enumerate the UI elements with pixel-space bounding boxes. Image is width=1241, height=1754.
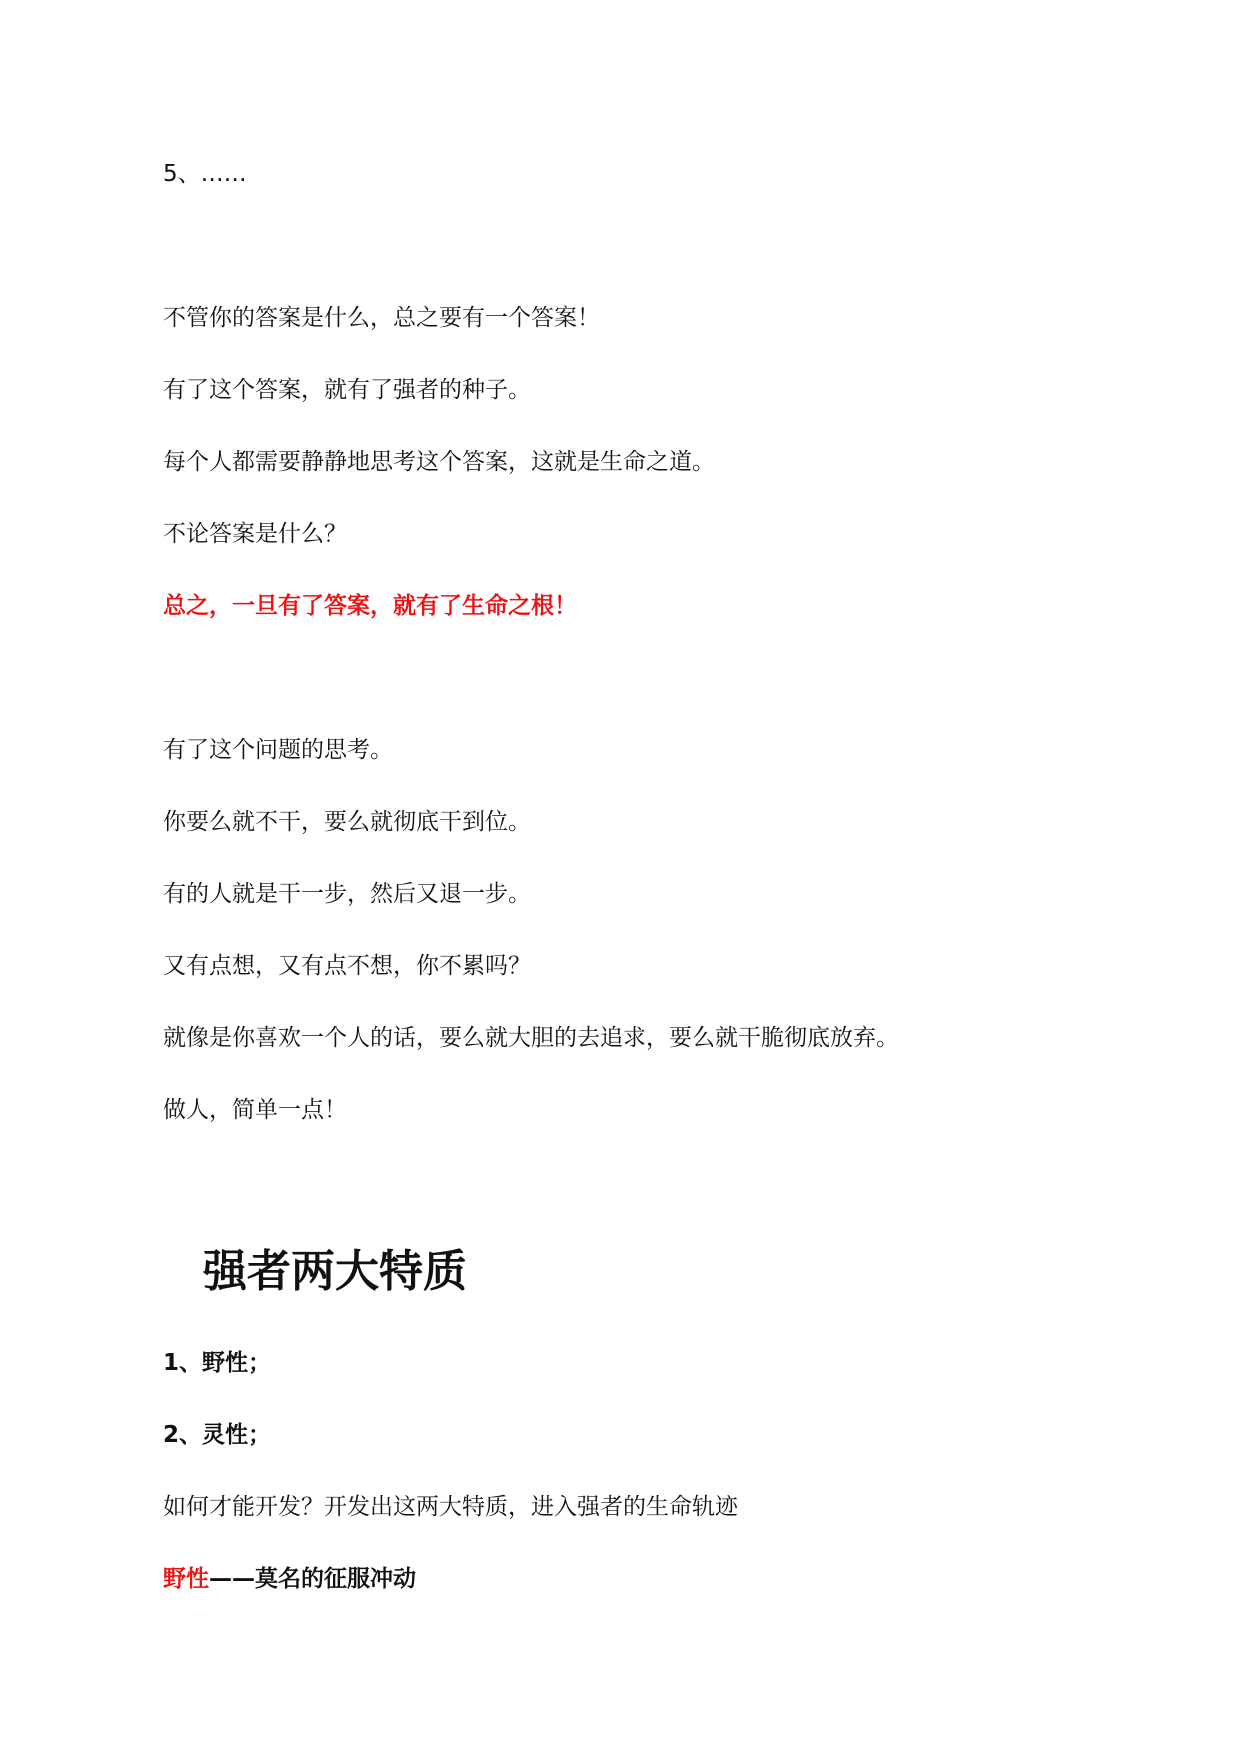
paragraph-line: 做人，简单一点！: [163, 1097, 347, 1123]
paragraph-line: 又有点想，又有点不想，你不累吗？: [163, 953, 531, 979]
question-line: 如何才能开发？开发出这两大特质，进入强者的生命轨迹: [163, 1494, 738, 1520]
trait-item-1: 1、野性；: [163, 1350, 272, 1376]
paragraph-line: 有了这个问题的思考。: [163, 737, 393, 763]
emphasis-line: 总之，一旦有了答案，就有了生命之根！: [163, 593, 577, 619]
paragraph-line: 不管你的答案是什么，总之要有一个答案！: [163, 305, 600, 331]
section-heading: 强者两大特质: [203, 1246, 467, 1297]
paragraph-line: 就像是你喜欢一个人的话，要么就大胆的去追求，要么就干脆彻底放弃。: [163, 1025, 899, 1051]
paragraph-line: 你要么就不干，要么就彻底干到位。: [163, 809, 531, 835]
paragraph-line: 不论答案是什么？: [163, 521, 347, 547]
paragraph-line: 每个人都需要静静地思考这个答案，这就是生命之道。: [163, 449, 715, 475]
list-item-5: 5、……: [163, 161, 247, 187]
trait-item-2: 2、灵性；: [163, 1422, 272, 1448]
paragraph-line: 有的人就是干一步，然后又退一步。: [163, 881, 531, 907]
subheading: [163, 1563, 416, 1595]
subheading-description: ——莫名的征服冲动: [209, 1566, 416, 1592]
paragraph-line: 有了这个答案，就有了强者的种子。: [163, 377, 531, 403]
subheading-keyword: 野性: [163, 1566, 209, 1592]
